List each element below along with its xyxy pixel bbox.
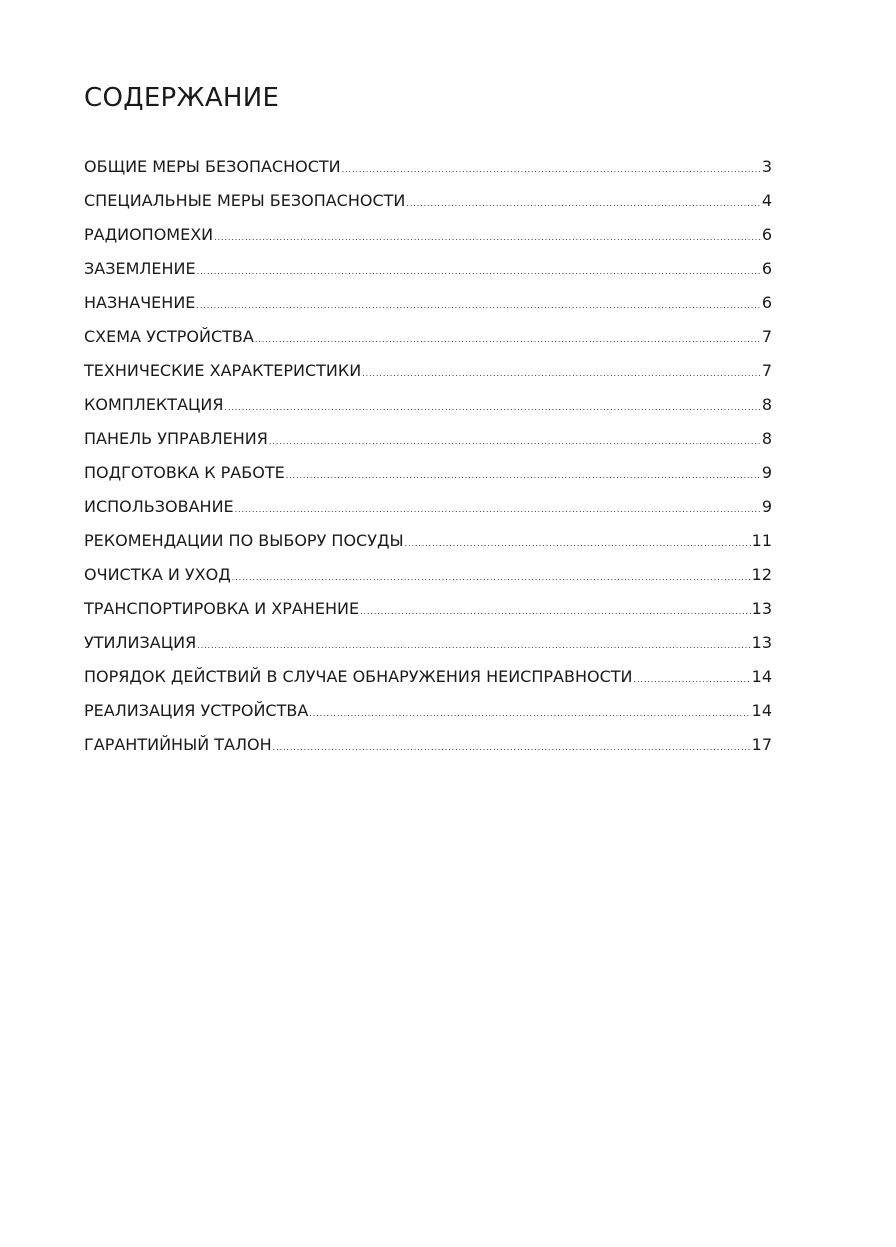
toc-dot-leader [232, 566, 751, 590]
toc-entry[interactable] [84, 597, 772, 631]
toc-entry[interactable] [84, 563, 772, 597]
toc-entry[interactable] [84, 359, 772, 393]
toc-entry[interactable] [84, 461, 772, 495]
toc-entry[interactable] [84, 325, 772, 359]
toc-entry-page: 13 [751, 633, 772, 652]
toc-entry[interactable] [84, 189, 772, 223]
toc-entry[interactable] [84, 155, 772, 189]
toc-entry-page: 11 [751, 531, 772, 550]
toc-entry-label: ГАРАНТИЙНЫЙ ТАЛОН [84, 735, 272, 754]
toc-dot-leader [360, 600, 751, 624]
toc-entry-page: 12 [751, 565, 772, 584]
table-of-contents [84, 155, 772, 767]
toc-entry[interactable] [84, 733, 772, 767]
toc-entry[interactable] [84, 257, 772, 291]
toc-entry-label: РЕАЛИЗАЦИЯ УСТРОЙСТВА [84, 701, 309, 720]
toc-dot-leader [196, 294, 760, 318]
toc-entry-label: СПЕЦИАЛЬНЫЕ МЕРЫ БЕЗОПАСНОСТИ [84, 191, 406, 210]
toc-entry-page: 6 [761, 225, 772, 244]
toc-entry-label: РЕКОМЕНДАЦИИ ПО ВЫБОРУ ПОСУДЫ [84, 531, 404, 550]
toc-entry-label: ТРАНСПОРТИРОВКА И ХРАНЕНИЕ [84, 599, 360, 618]
toc-entry-label: ПОДГОТОВКА К РАБОТЕ [84, 463, 285, 482]
toc-entry-page: 6 [761, 293, 772, 312]
toc-entry[interactable] [84, 699, 772, 733]
toc-dot-leader [235, 498, 761, 522]
toc-entry[interactable] [84, 495, 772, 529]
toc-entry-label: КОМПЛЕКТАЦИЯ [84, 395, 224, 414]
toc-dot-leader [214, 226, 761, 250]
toc-entry[interactable] [84, 393, 772, 427]
toc-entry-label: ОЧИСТКА И УХОД [84, 565, 231, 584]
toc-entry-label: ИСПОЛЬЗОВАНИЕ [84, 497, 234, 516]
toc-entry-label: НАЗНАЧЕНИЕ [84, 293, 196, 312]
toc-entry-page: 14 [751, 667, 772, 686]
toc-entry-label: ЗАЗЕМЛЕНИЕ [84, 259, 196, 278]
toc-dot-leader [255, 328, 761, 352]
toc-entry-page: 17 [751, 735, 772, 754]
toc-entry-page: 14 [751, 701, 772, 720]
toc-dot-leader [269, 430, 761, 454]
toc-dot-leader [309, 702, 750, 726]
toc-entry-page: 8 [761, 395, 772, 414]
toc-entry-label: РАДИОПОМЕХИ [84, 225, 214, 244]
toc-entry-page: 9 [761, 463, 772, 482]
toc-entry-page: 13 [751, 599, 772, 618]
toc-entry[interactable] [84, 427, 772, 461]
toc-entry-label: УТИЛИЗАЦИЯ [84, 633, 197, 652]
toc-dot-leader [197, 634, 750, 658]
toc-entry-label: СХЕМА УСТРОЙСТВА [84, 327, 254, 346]
toc-entry[interactable] [84, 223, 772, 257]
toc-dot-leader [406, 192, 760, 216]
toc-dot-leader [634, 668, 751, 692]
toc-dot-leader [225, 396, 761, 420]
toc-entry-page: 4 [761, 191, 772, 210]
toc-dot-leader [286, 464, 761, 488]
toc-entry-label: ПОРЯДОК ДЕЙСТВИЙ В СЛУЧАЕ ОБНАРУЖЕНИЯ НЕИСПРАВНОСТИ [84, 667, 633, 686]
toc-entry[interactable] [84, 529, 772, 563]
toc-entry-label: ТЕХНИЧЕСКИЕ ХАРАКТЕРИСТИКИ [84, 361, 362, 380]
toc-dot-leader [405, 532, 751, 556]
page-title: СОДЕРЖАНИЕ [84, 83, 280, 113]
toc-entry-page: 9 [761, 497, 772, 516]
toc-dot-leader [342, 158, 761, 182]
toc-entry[interactable] [84, 631, 772, 665]
toc-entry-label: ПАНЕЛЬ УПРАВЛЕНИЯ [84, 429, 268, 448]
toc-entry-page: 7 [761, 327, 772, 346]
toc-entry-page: 3 [761, 157, 772, 176]
toc-entry-label: ОБЩИЕ МЕРЫ БЕЗОПАСНОСТИ [84, 157, 341, 176]
toc-entry[interactable] [84, 665, 772, 699]
toc-entry-page: 8 [761, 429, 772, 448]
toc-entry-page: 6 [761, 259, 772, 278]
toc-entry-page: 7 [761, 361, 772, 380]
toc-dot-leader [197, 260, 761, 284]
toc-dot-leader [273, 736, 751, 760]
toc-dot-leader [362, 362, 761, 386]
toc-entry[interactable] [84, 291, 772, 325]
